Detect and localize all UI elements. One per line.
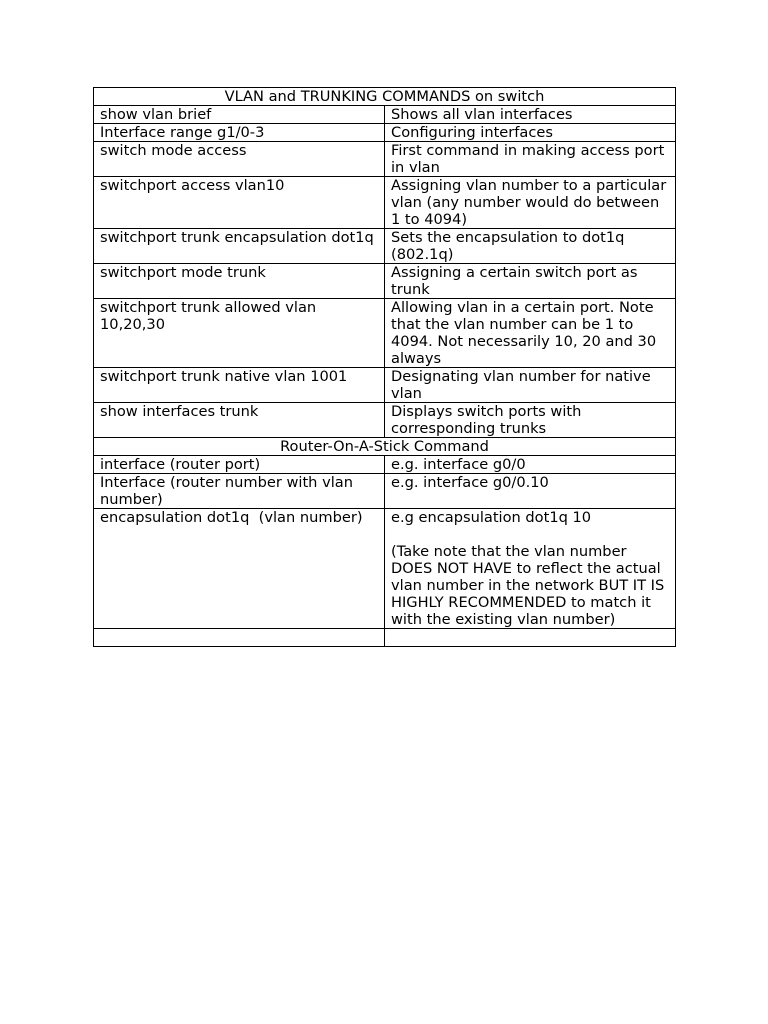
description-cell: Allowing vlan in a certain port. Note that the vlan number can be 1 to 4094. Not necessarily 10, 20 and 30 always	[385, 299, 676, 368]
description-cell: Assigning a certain switch port as trunk	[385, 264, 676, 299]
description-cell: e.g. interface g0/0	[385, 456, 676, 474]
empty-cell	[94, 629, 385, 647]
description-cell: Displays switch ports with corresponding trunks	[385, 403, 676, 438]
description-cell: First command in making access port in vlan	[385, 142, 676, 177]
command-cell: encapsulation dot1q (vlan number)	[94, 509, 385, 629]
table-row	[94, 403, 676, 438]
table-row	[94, 264, 676, 299]
table-row	[94, 124, 676, 142]
table-row	[94, 474, 676, 509]
table-row	[94, 368, 676, 403]
table-row	[94, 106, 676, 124]
description-cell: e.g encapsulation dot1q 10 (Take note that the vlan number DOES NOT HAVE to reflect the actual vlan number in the network BUT IT IS HIGHLY RECOMMENDED to match it with the existing vlan number)	[385, 509, 676, 629]
commands-table-body	[94, 88, 676, 647]
empty-cell	[385, 629, 676, 647]
description-cell: Configuring interfaces	[385, 124, 676, 142]
description-cell: Assigning vlan number to a particular vlan (any number would do between 1 to 4094)	[385, 177, 676, 229]
table-row	[94, 456, 676, 474]
command-cell: switchport mode trunk	[94, 264, 385, 299]
command-cell: switchport trunk encapsulation dot1q	[94, 229, 385, 264]
router-section-title-row	[94, 438, 676, 456]
commands-table	[93, 87, 676, 647]
table-row	[94, 509, 676, 629]
description-cell: Shows all vlan interfaces	[385, 106, 676, 124]
description-cell: e.g. interface g0/0.10	[385, 474, 676, 509]
table-row	[94, 229, 676, 264]
command-cell: switchport trunk allowed vlan 10,20,30	[94, 299, 385, 368]
command-cell: interface (router port)	[94, 456, 385, 474]
description-cell: Designating vlan number for native vlan	[385, 368, 676, 403]
description-cell: Sets the encapsulation to dot1q (802.1q)	[385, 229, 676, 264]
command-cell: show interfaces trunk	[94, 403, 385, 438]
command-cell: Interface range g1/0-3	[94, 124, 385, 142]
router-section-title: Router-On-A-Stick Command	[94, 438, 676, 456]
table-title: VLAN and TRUNKING COMMANDS on switch	[94, 88, 676, 106]
command-cell: switch mode access	[94, 142, 385, 177]
command-cell: switchport access vlan10	[94, 177, 385, 229]
table-row	[94, 142, 676, 177]
command-cell: show vlan brief	[94, 106, 385, 124]
table-row	[94, 177, 676, 229]
table-row	[94, 299, 676, 368]
empty-table-row	[94, 629, 676, 647]
table-title-row	[94, 88, 676, 106]
command-cell: Interface (router number with vlan number)	[94, 474, 385, 509]
command-cell: switchport trunk native vlan 1001	[94, 368, 385, 403]
